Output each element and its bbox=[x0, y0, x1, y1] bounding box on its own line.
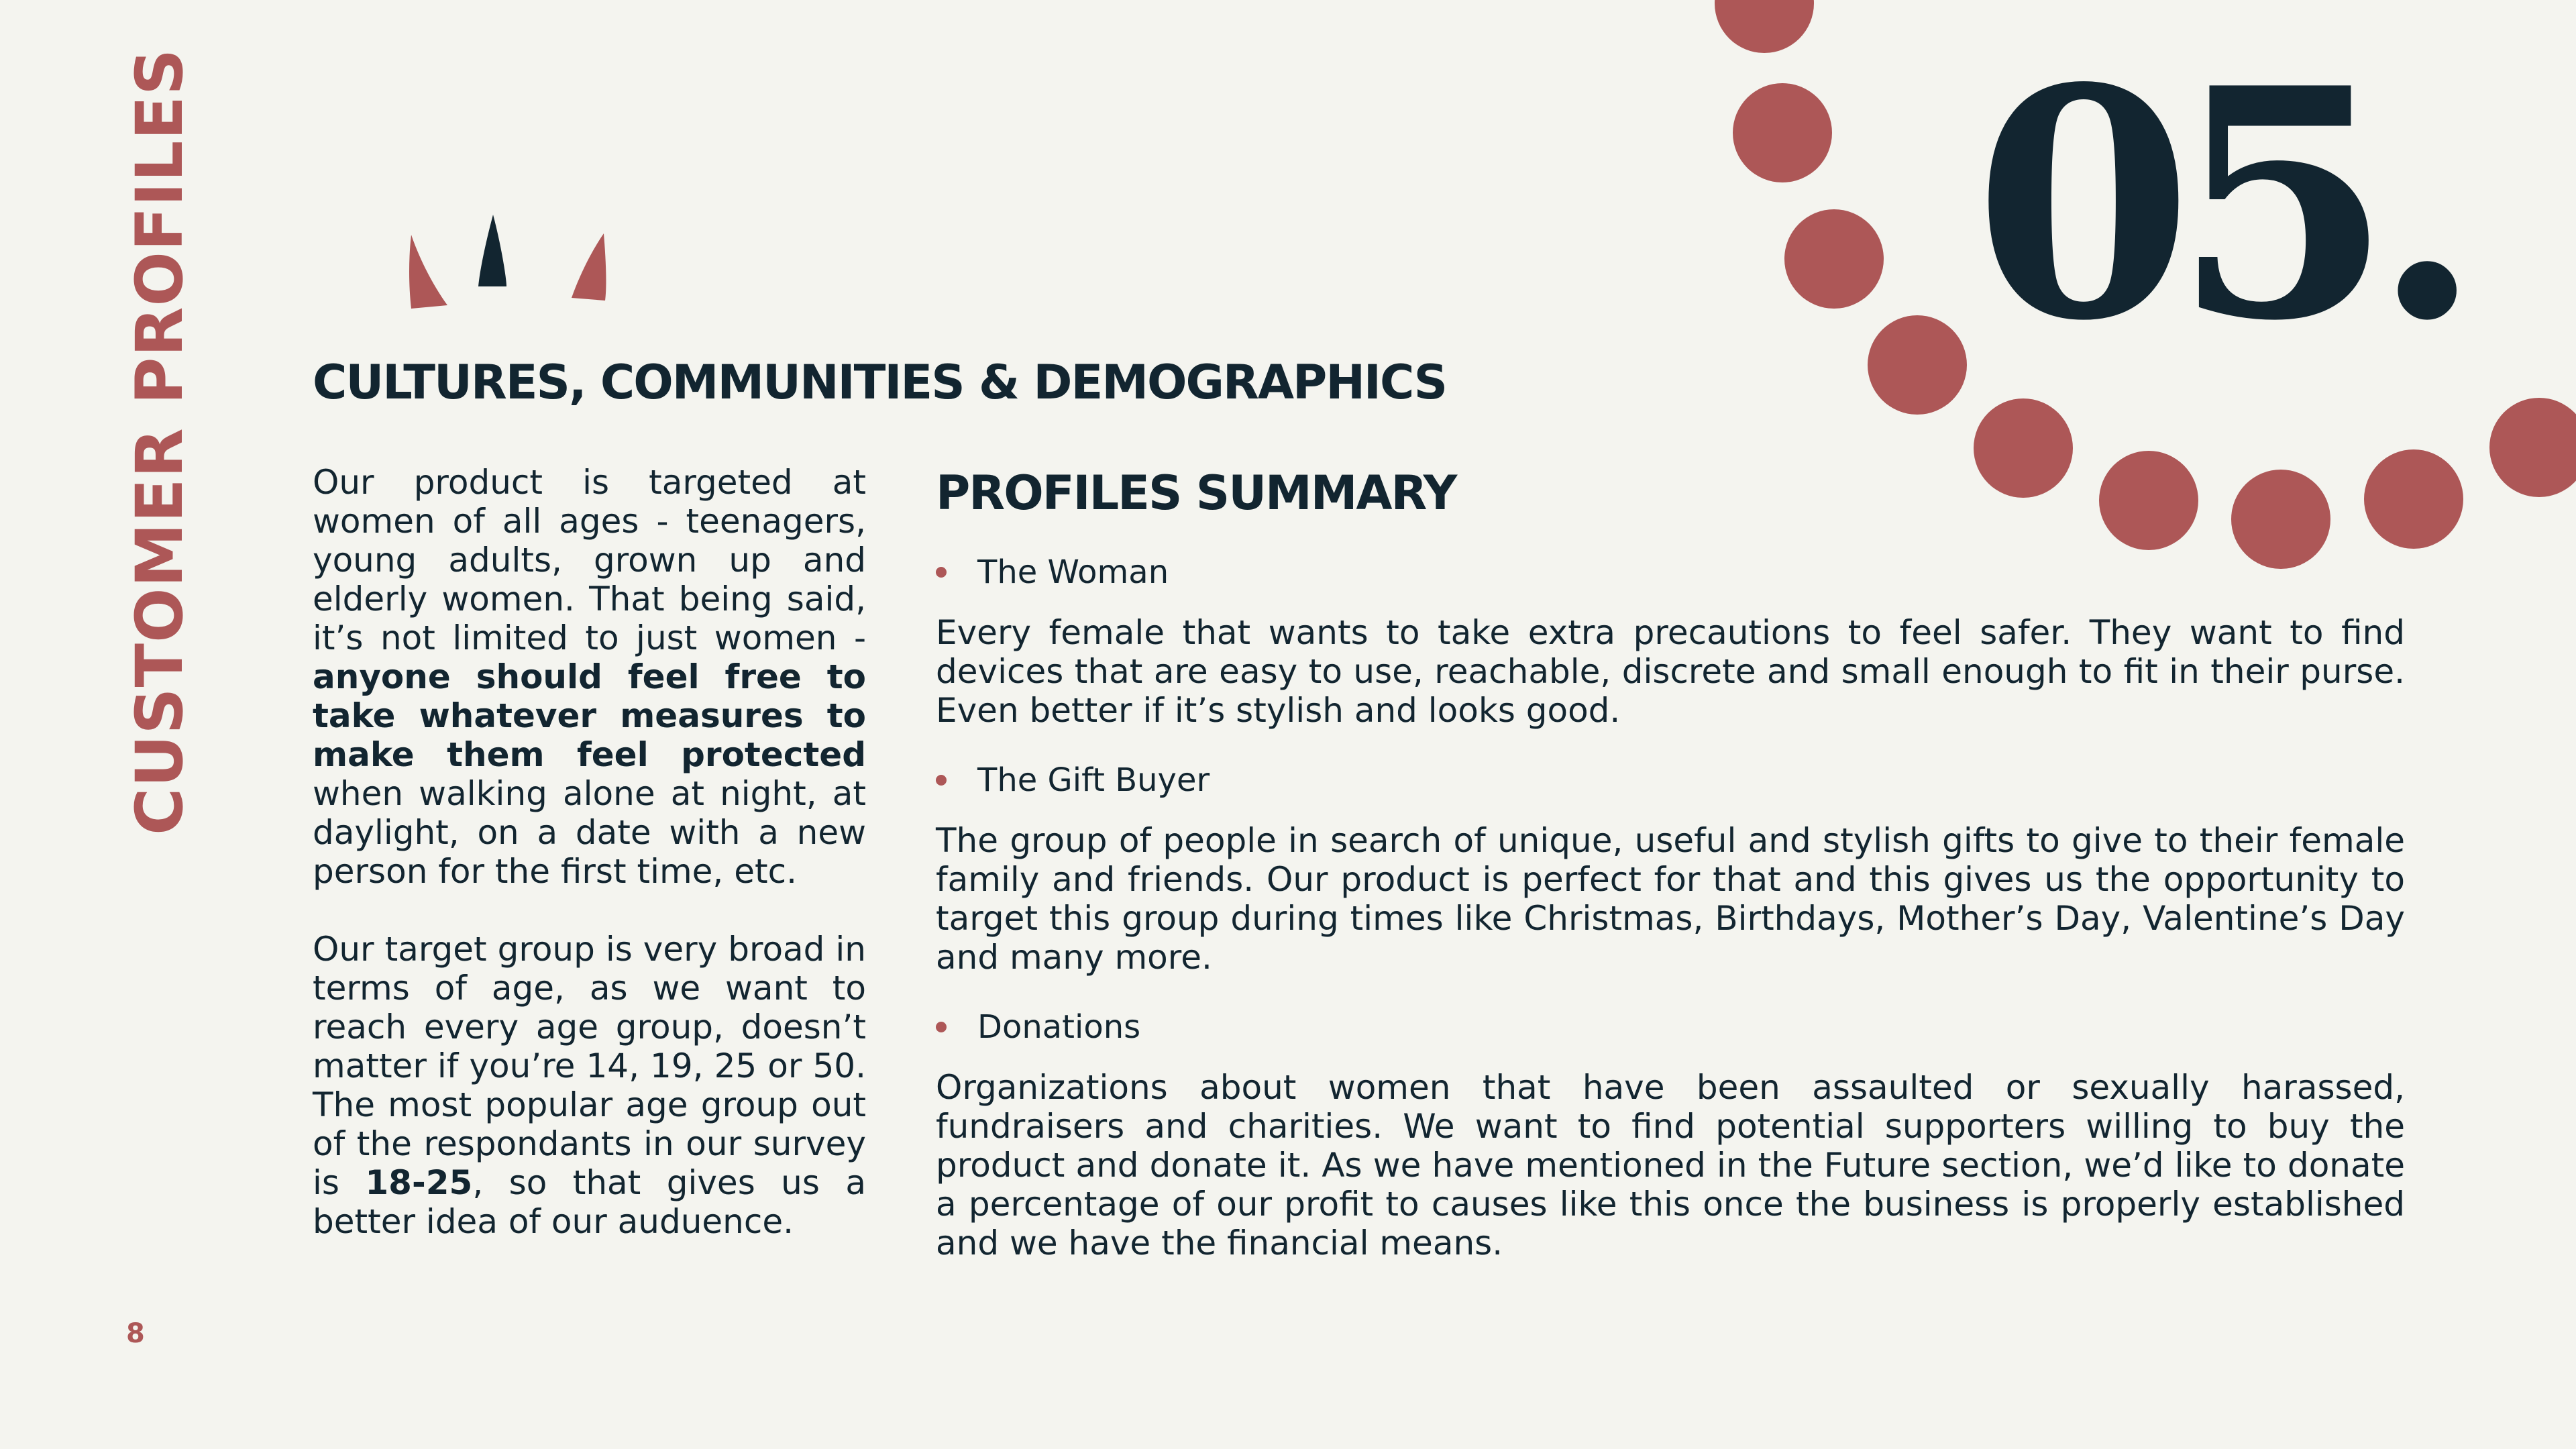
paragraph-2-text-b: , so that gives us a better idea of our auduence. bbox=[313, 1163, 866, 1241]
profile-heading-label: The Gift Buyer bbox=[977, 761, 1210, 799]
page-number: 8 bbox=[126, 1318, 145, 1349]
profile-heading bbox=[936, 759, 2405, 801]
paragraph-1-text-b: when walking alone at night, at daylight, on a date with a new person for the first time, etc. bbox=[313, 774, 866, 891]
profile-description: The group of people in search of unique, useful and stylish gifts to give to their female family and friends. Our product is perfect for that and this gives us the opportunity to target this group during times like Christmas, Birthdays, Mother’s Day, Valentine’s Day and many more. bbox=[936, 821, 2405, 977]
bullet-icon bbox=[936, 567, 947, 578]
profile-description: Organizations about women that have been assaulted or sexually harassed, fundraisers and charities. We want to find potential supporters willing to buy the product and donate it. As we have mentioned in the Future section, we’d like to donate a percentage of our profit to causes like this once the business is properly established and we have the financial means. bbox=[936, 1068, 2405, 1263]
paragraph-1-emphasis: anyone should feel free to take whatever measures to make them feel protected bbox=[313, 657, 866, 774]
profile-item bbox=[936, 1006, 2405, 1263]
demographics-paragraph-1 bbox=[313, 463, 866, 891]
demographics-paragraph-2 bbox=[313, 930, 866, 1241]
profile-item bbox=[936, 759, 2405, 977]
profiles-summary bbox=[936, 463, 2405, 1292]
profile-heading bbox=[936, 551, 2405, 593]
profile-heading-label: Donations bbox=[977, 1008, 1141, 1046]
section-title: CULTURES, COMMUNITIES & DEMOGRAPHICS bbox=[313, 355, 1447, 410]
paragraph-2-text-a: Our target group is very broad in terms of age, as we want to reach every age group, doesn’t matter if you’re 14, 19, 25 or 50. The most popular age group out of the respondants in our survey is bbox=[313, 930, 866, 1202]
bullet-icon bbox=[936, 1022, 947, 1032]
profile-heading-label: The Woman bbox=[977, 553, 1169, 591]
section-number: 05. bbox=[1974, 19, 2462, 390]
spikes-ornament-icon bbox=[406, 211, 607, 312]
profile-item bbox=[936, 551, 2405, 730]
profile-heading bbox=[936, 1006, 2405, 1048]
paragraph-2-emphasis: 18-25 bbox=[365, 1163, 473, 1202]
bullet-icon bbox=[936, 775, 947, 786]
demographics-text bbox=[313, 463, 866, 1280]
paragraph-1-text-a: Our product is targeted at women of all ages - teenagers, young adults, grown up and elderly women. That being said, it’s not limited to just women - bbox=[313, 463, 866, 657]
profiles-summary-title: PROFILES SUMMARY bbox=[936, 466, 1456, 521]
profile-description: Every female that wants to take extra precautions to feel safer. They want to find devices that are easy to use, reachable, discrete and small enough to fit in their purse. Even better if it’s stylish and looks good. bbox=[936, 613, 2405, 730]
side-title: CUSTOMER PROFILES bbox=[122, 48, 197, 835]
